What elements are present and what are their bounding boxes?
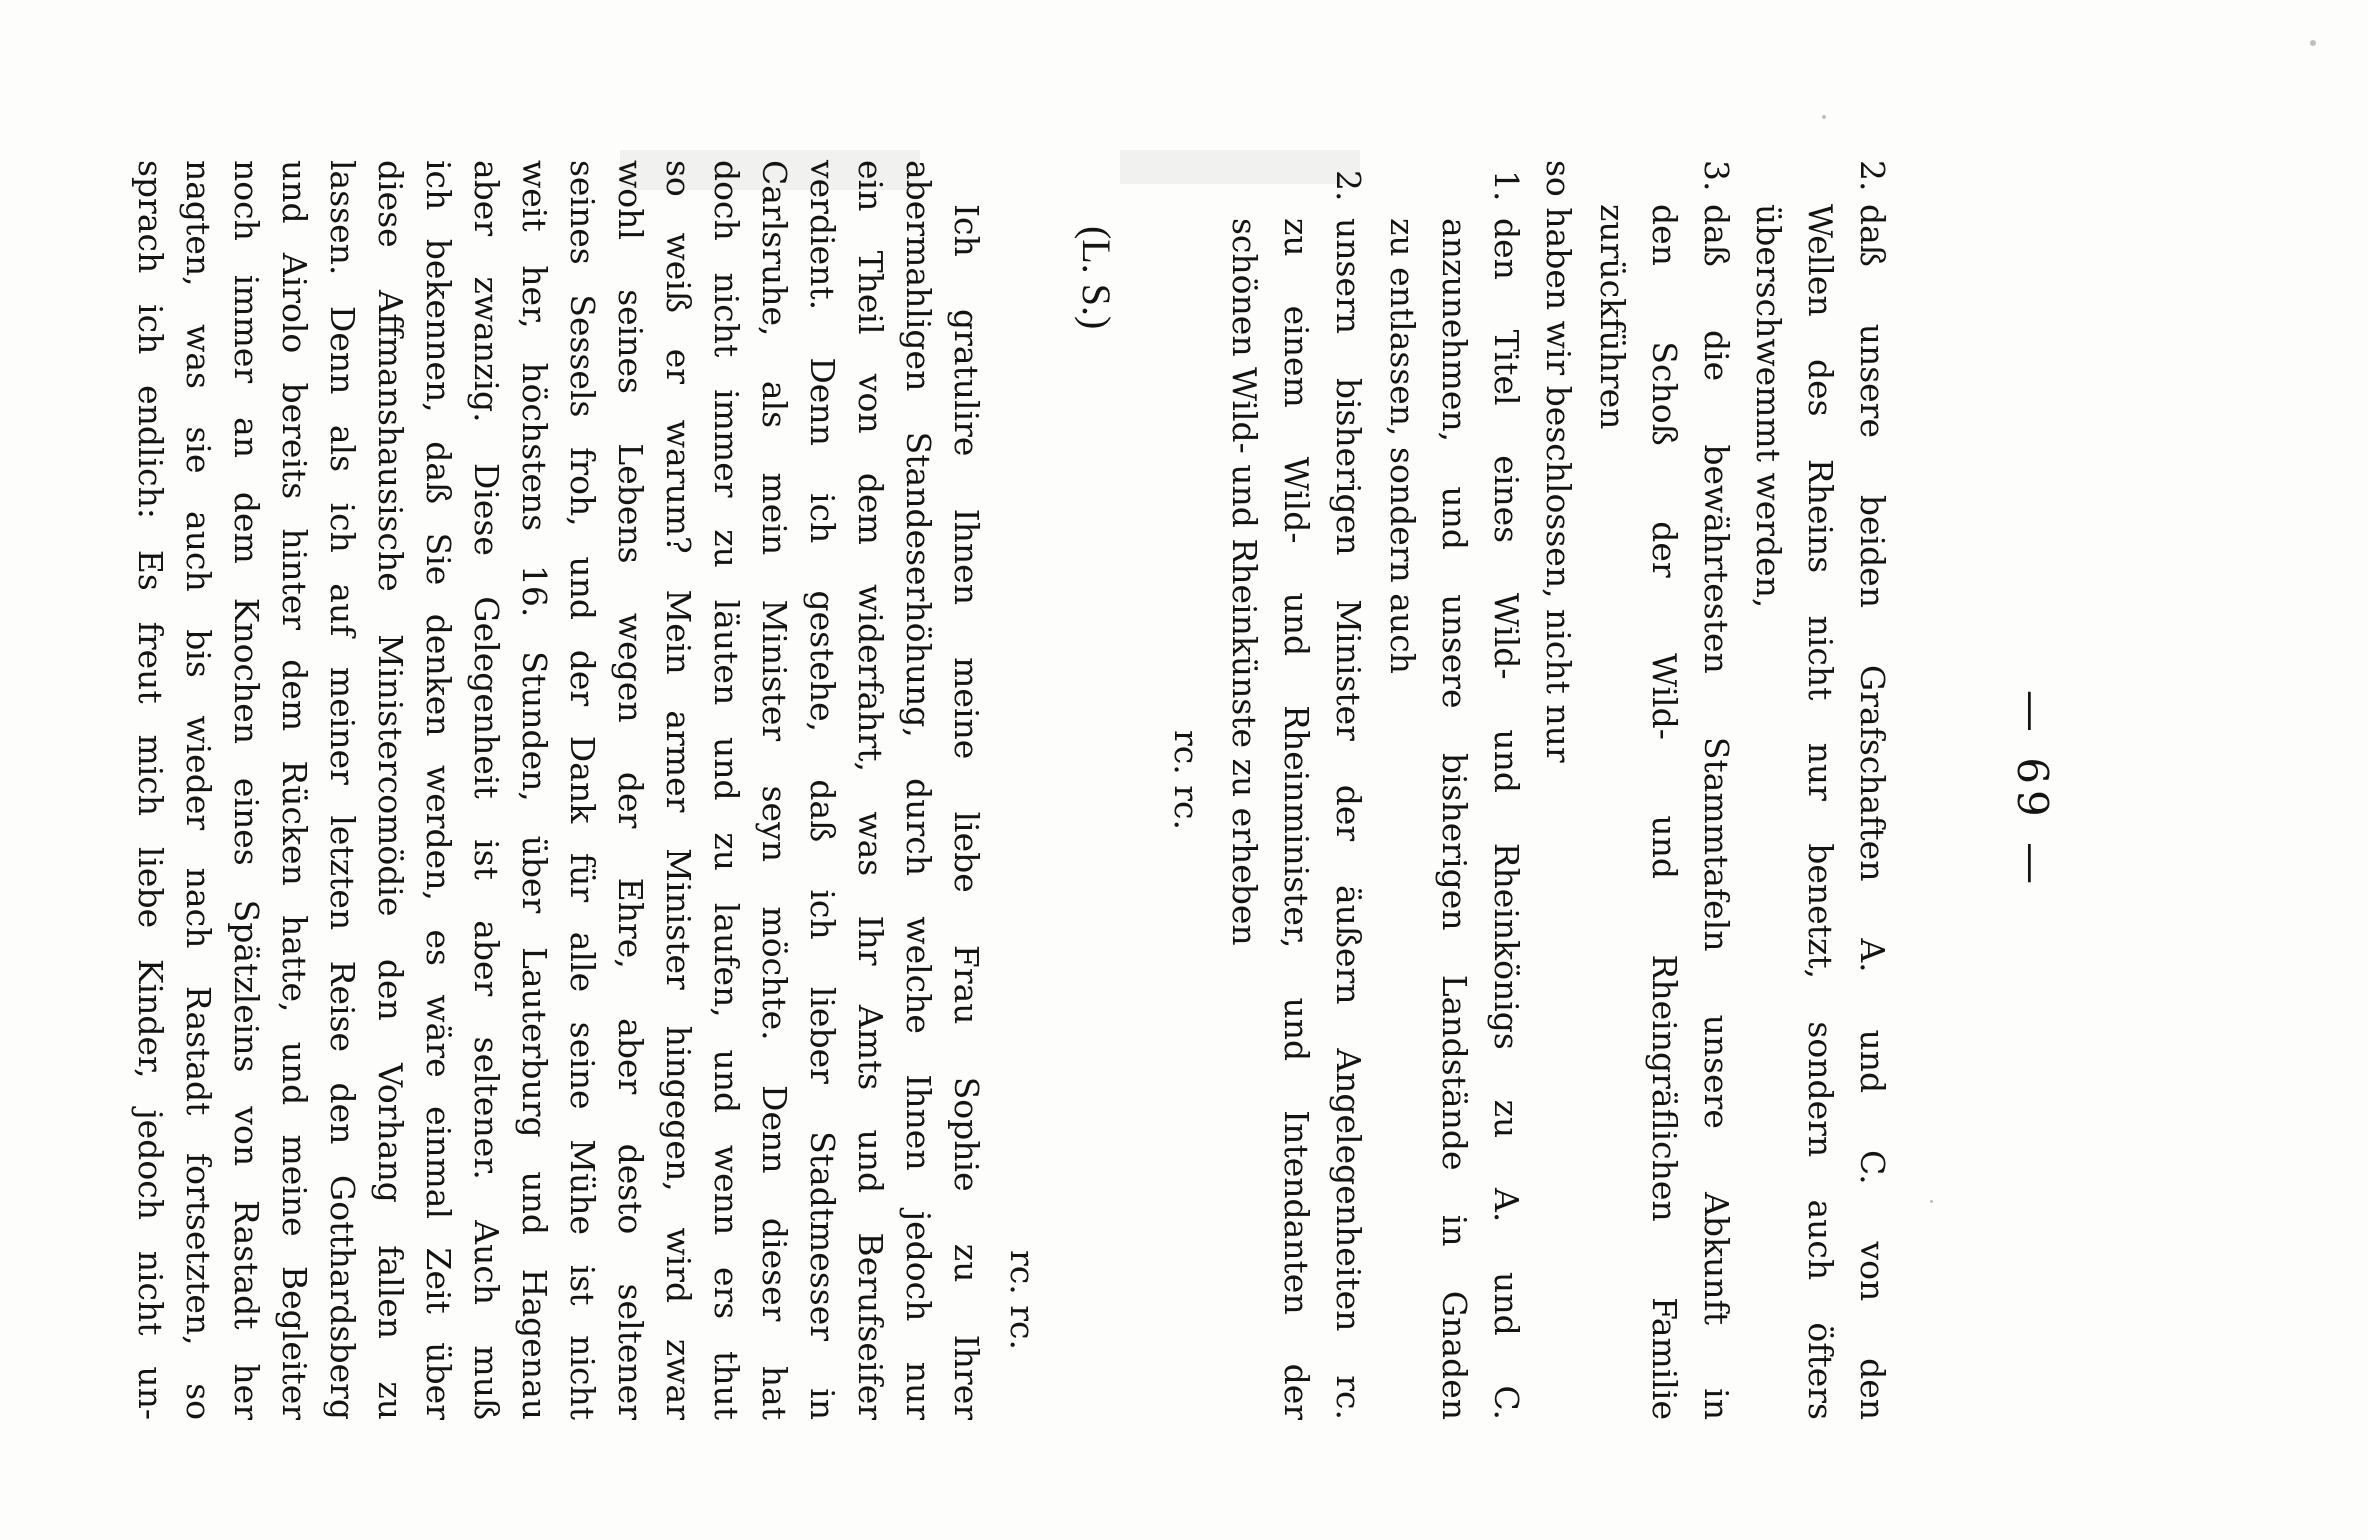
- paragraph-line: ich bekennen, daß Sie denken werden, es wäre einmal Zeit über: [419, 160, 458, 1420]
- resolution-line: so haben wir beschlossen, nicht nur: [1539, 160, 1578, 763]
- list-item-line: daß unsere beiden Grafschaften A. und C. von den: [1853, 204, 1892, 1420]
- list-item-line: den Schoß der Wild- und Rheingräflichen Familie: [1645, 204, 1684, 1420]
- paragraph-line: verdient. Denn ich gestehe, daß ich lieber Stadtmesser in: [803, 160, 842, 1420]
- paragraph-line: so weiß er warum? Mein armer Minister hingegen, wird zwar: [659, 160, 698, 1420]
- paragraph-line: Ich gratulire Ihnen meine liebe Frau Sophie zu Ihrer: [947, 204, 986, 1420]
- list-item-number: 2.: [1329, 170, 1368, 202]
- paragraph-line: abermahligen Standeserhöhung, durch welche Ihnen jedoch nur: [899, 160, 938, 1420]
- list-item-line: schönen Wild- und Rheinkünste zu erheben: [1225, 218, 1264, 946]
- seal-mark: (L. S.): [1074, 226, 1119, 330]
- paragraph-line: sprach ich endlich: Es freut mich liebe Kinder, jedoch nicht un-: [131, 160, 170, 1420]
- paragraph-line: Carlsruhe, als mein Minister seyn möchte. Denn dieser hat: [755, 160, 794, 1420]
- etc-mark: rc. rc.: [1167, 730, 1206, 830]
- etc-mark: rc. rc.: [1003, 1250, 1042, 1350]
- list-item-number: 1.: [1487, 170, 1526, 202]
- paragraph-line: und Airolo bereits hinter dem Rücken hatte, und meine Begleiter: [275, 160, 314, 1420]
- scan-speck: [1822, 115, 1826, 119]
- list-item-line: zu entlassen, sondern auch: [1383, 218, 1422, 674]
- paragraph-line: lassen. Denn als ich auf meiner letzten Reise den Gotthardsberg: [323, 160, 362, 1420]
- paragraph-line: seines Sessels froh, und der Dank für alle seine Mühe ist nicht: [563, 160, 602, 1420]
- list-item-line: unsern bisherigen Minister der äußern Angelegenheiten rc.: [1329, 218, 1368, 1420]
- list-item-line: den Titel eines Wild- und Rheinkönigs zu A. und C.: [1487, 218, 1526, 1420]
- scan-speck: [2310, 40, 2316, 46]
- paragraph-line: doch nicht immer zu läuten und zu laufen, und wenn ers thut: [707, 160, 746, 1420]
- list-item-line: zurückführen: [1593, 204, 1632, 430]
- paragraph-line: nagten, was sie auch bis wieder nach Rastadt fortsetzten, so: [179, 160, 218, 1420]
- list-item-line: anzunehmen, und unsere bisherigen Landstände in Gnaden: [1435, 218, 1474, 1420]
- paragraph-line: diese Affmanshausische Ministercomödie den Vorhang fallen zu: [371, 160, 410, 1420]
- rotated-text-block: [131, 160, 2058, 1420]
- paragraph-line: ein Theil von dem widerfahrt, was Ihr Amts und Berufseifer: [851, 160, 890, 1420]
- paragraph-line: weit her, höchstens 16. Stunden, über Lauterburg und Hagenau: [515, 160, 554, 1420]
- paragraph-line: aber zwanzig. Diese Gelegenheit ist aber seltener. Auch muß: [467, 160, 506, 1420]
- paragraph-line: noch immer an dem Knochen eines Spätzleins von Rastadt her: [227, 160, 266, 1420]
- list-item-number: 2.: [1853, 160, 1892, 192]
- list-item-line: Wellen des Rheins nicht nur benetzt, sondern auch öfters: [1801, 204, 1840, 1420]
- list-item-line: daß die bewährtesten Stammtafeln unsere Abkunft in: [1697, 204, 1736, 1420]
- page-number: — 69 —: [2008, 689, 2057, 891]
- list-item-line: überschwemmt werden,: [1749, 204, 1788, 609]
- paragraph-line: wohl seines Lebens wegen der Ehre, aber desto seltener: [611, 160, 650, 1420]
- list-item-line: zu einem Wild- und Rheinminister, und Intendanten der: [1277, 218, 1316, 1420]
- list-item-number: 3.: [1697, 160, 1736, 192]
